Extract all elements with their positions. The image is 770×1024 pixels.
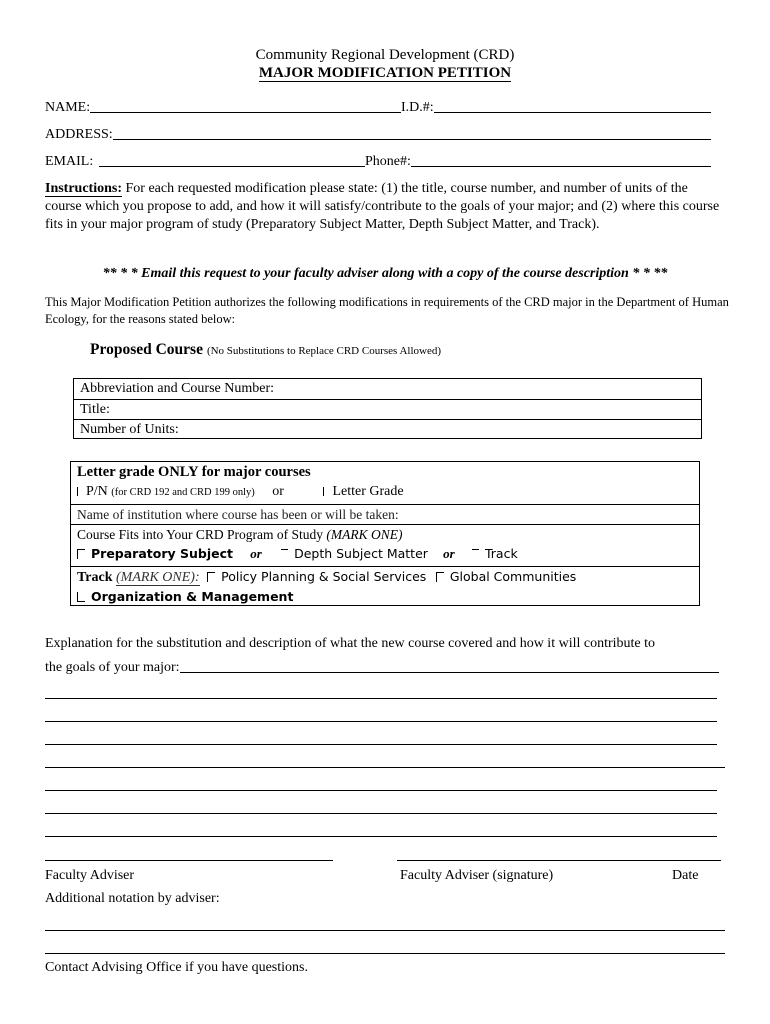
footer-note: Contact Advising Office if you have questions. (45, 960, 308, 975)
track-row (71, 566, 699, 606)
units-row[interactable] (74, 419, 701, 439)
date-label: Date (672, 868, 699, 883)
instructions-label: Instructions: (45, 181, 123, 196)
explanation-write-line[interactable] (45, 744, 717, 745)
explanation-write-line[interactable] (45, 698, 717, 699)
name-field[interactable] (45, 100, 401, 116)
page-title-text: MAJOR MODIFICATION PETITION (258, 65, 512, 81)
depth-label: Depth Subject Matter (294, 546, 428, 561)
grade-heading: Letter grade ONLY for major courses (77, 464, 311, 480)
or-text-1: or (250, 546, 262, 561)
track-option-checkbox[interactable] (472, 546, 518, 561)
email-label: EMAIL: (45, 154, 94, 169)
pn-checkbox[interactable] (77, 484, 108, 499)
faculty-adviser-label: Faculty Adviser (45, 868, 135, 883)
phone-field[interactable] (365, 154, 711, 170)
policy-label: Policy Planning & Social Services (221, 569, 427, 584)
explanation-line-2: the goals of your major: (45, 660, 180, 675)
email-field[interactable] (45, 154, 365, 170)
org-checkbox[interactable] (77, 590, 293, 605)
explanation-write-line[interactable] (45, 813, 717, 814)
or-text: or (272, 484, 284, 499)
proposed-course-note: (No Substitutions to Replace CRD Courses Allowed) (206, 345, 441, 357)
page-title (0, 65, 770, 82)
depth-checkbox[interactable] (281, 546, 428, 561)
name-label: NAME: (45, 100, 91, 115)
notation-write-line[interactable] (45, 953, 725, 954)
adviser-name-line[interactable] (45, 860, 333, 861)
abbreviation-label: Abbreviation and Course Number: (80, 381, 275, 396)
explanation-line-1: Explanation for the substitution and description of what the new course covered and how it will contribute to (45, 636, 656, 651)
explanation-field[interactable] (45, 660, 719, 676)
units-label: Number of Units: (80, 422, 179, 437)
abbreviation-row[interactable] (74, 379, 701, 399)
address-field[interactable] (45, 127, 711, 143)
email-notice: ** * * Email this request to your faculty adviser along with a copy of the course description * * ** (102, 266, 668, 281)
proposed-course-title: Proposed Course (90, 341, 203, 358)
fits-label: Course Fits into Your CRD Program of Study (77, 527, 324, 542)
notation-write-line[interactable] (45, 930, 725, 931)
institution-row[interactable] (71, 504, 699, 524)
pn-note: (for CRD 192 and CRD 199 only) (111, 487, 255, 498)
id-label: I.D.#: (401, 100, 434, 115)
org-heading: Community Regional Development (CRD) (255, 47, 515, 63)
proposed-course-heading (90, 341, 441, 359)
grade-heading-row (71, 464, 699, 483)
prep-checkbox[interactable] (77, 546, 233, 561)
org-label: Organization & Management (91, 589, 294, 604)
or-text-2: or (443, 546, 455, 561)
explanation-write-line[interactable] (45, 721, 717, 722)
course-title-row[interactable] (74, 399, 701, 419)
adviser-signature-label: Faculty Adviser (signature) (400, 868, 554, 883)
letter-grade-checkbox[interactable] (323, 484, 403, 499)
instructions (45, 180, 725, 234)
pn-label: P/N (86, 484, 108, 499)
grade-options-row (71, 484, 699, 504)
instructions-text: For each requested modification please state: (1) the title, course number, and number of units of the course which you propose to add, and how it will satisfy/contribute to the goals of your major; and (2) where this course fits in your major program of study (Preparatory Subject Matter, Depth Subject Matter, and Track). (45, 181, 720, 232)
global-checkbox[interactable] (436, 570, 576, 585)
explanation-write-line[interactable] (45, 767, 725, 768)
prep-label: Preparatory Subject (91, 546, 234, 561)
adviser-signature-line[interactable] (397, 860, 721, 861)
id-field[interactable] (401, 100, 711, 116)
institution-label: Name of institution where course has been or will be taken: (77, 507, 399, 522)
track-option-label: Track (484, 546, 518, 561)
explanation-write-line[interactable] (45, 836, 717, 837)
course-title-label: Title: (80, 402, 110, 417)
track-label: Track (77, 570, 113, 585)
grade-table (70, 461, 700, 606)
global-label: Global Communities (449, 569, 577, 584)
additional-notation-label: Additional notation by adviser: (45, 891, 220, 906)
address-label: ADDRESS: (45, 127, 113, 142)
policy-checkbox[interactable] (207, 570, 426, 585)
track-mark-one: (MARK ONE): (116, 570, 200, 585)
program-fit-row (71, 524, 699, 566)
course-table (73, 378, 702, 439)
explanation-write-line[interactable] (45, 790, 717, 791)
phone-label: Phone#: (365, 154, 411, 169)
letter-grade-label: Letter Grade (332, 484, 404, 499)
authorization-text: This Major Modification Petition authorizes the following modifications in requirements of the CRD major in the Department of Human Ecology, for the reasons stated below: (45, 295, 729, 326)
fits-mark-one: (MARK ONE) (326, 527, 403, 542)
